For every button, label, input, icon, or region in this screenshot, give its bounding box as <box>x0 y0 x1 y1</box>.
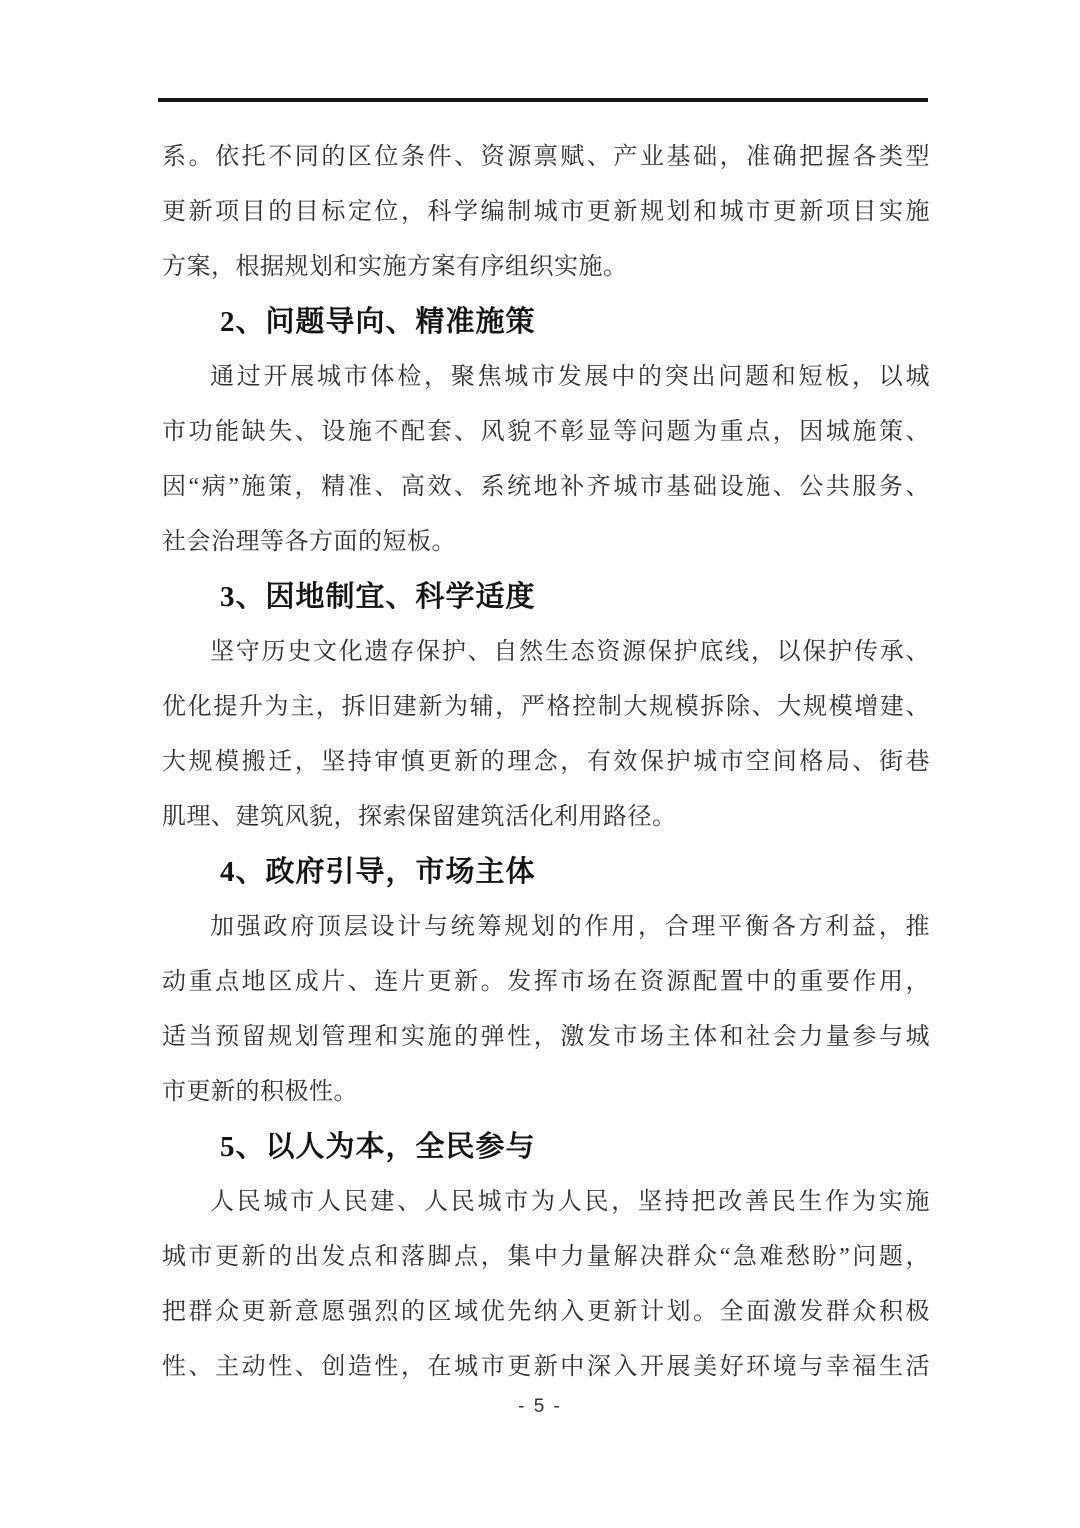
section-heading-2: 2、问题导向、精准施策 <box>220 306 536 338</box>
section-heading-4: 4、政府引导，市场主体 <box>220 856 536 888</box>
paragraph-line: 人民城市人民建、人民城市为人民，坚持把改善民生作为实施 <box>210 1189 930 1215</box>
paragraph-line: 更新项目的目标定位，科学编制城市更新规划和城市更新项目实施 <box>162 199 930 225</box>
paragraph-line: 性、主动性、创造性，在城市更新中深入开展美好环境与幸福生活 <box>162 1354 930 1380</box>
paragraph-line: 优化提升为主，拆旧建新为辅，严格控制大规模拆除、大规模增建、 <box>162 694 930 720</box>
paragraph-line: 把群众更新意愿强烈的区域优先纳入更新计划。全面激发群众积极 <box>162 1299 930 1325</box>
paragraph-line: 方案，根据规划和实施方案有序组织实施。 <box>162 254 628 280</box>
paragraph-line: 系。依托不同的区位条件、资源禀赋、产业基础，准确把握各类型 <box>162 144 930 170</box>
section-heading-3: 3、因地制宜、科学适度 <box>220 581 536 613</box>
paragraph-line: 社会治理等各方面的短板。 <box>162 529 456 555</box>
paragraph-line: 城市更新的出发点和落脚点，集中力量解决群众“急难愁盼”问题， <box>162 1244 930 1270</box>
document-body <box>162 130 930 1395</box>
page-number: - 5 - <box>518 1396 562 1417</box>
paragraph-line: 加强政府顶层设计与统筹规划的作用，合理平衡各方利益，推 <box>210 914 930 940</box>
header-divider-rule <box>158 98 928 102</box>
paragraph-line: 通过开展城市体检，聚焦城市发展中的突出问题和短板，以城 <box>210 364 930 390</box>
paragraph-line: 市功能缺失、设施不配套、风貌不彰显等问题为重点，因城施策、 <box>162 419 930 445</box>
paragraph-line: 动重点地区成片、连片更新。发挥市场在资源配置中的重要作用， <box>162 969 930 995</box>
paragraph-line: 因“病”施策，精准、高效、系统地补齐城市基础设施、公共服务、 <box>162 474 930 500</box>
paragraph-line: 大规模搬迁，坚持审慎更新的理念，有效保护城市空间格局、街巷 <box>162 749 930 775</box>
paragraph-line: 适当预留规划管理和实施的弹性，激发市场主体和社会力量参与城 <box>162 1024 930 1050</box>
section-heading-5: 5、以人为本，全民参与 <box>220 1131 536 1163</box>
paragraph-line: 坚守历史文化遗存保护、自然生态资源保护底线，以保护传承、 <box>210 639 930 665</box>
paragraph-line: 肌理、建筑风貌，探索保留建筑活化利用路径。 <box>162 804 677 830</box>
paragraph-line: 市更新的积极性。 <box>162 1079 358 1105</box>
